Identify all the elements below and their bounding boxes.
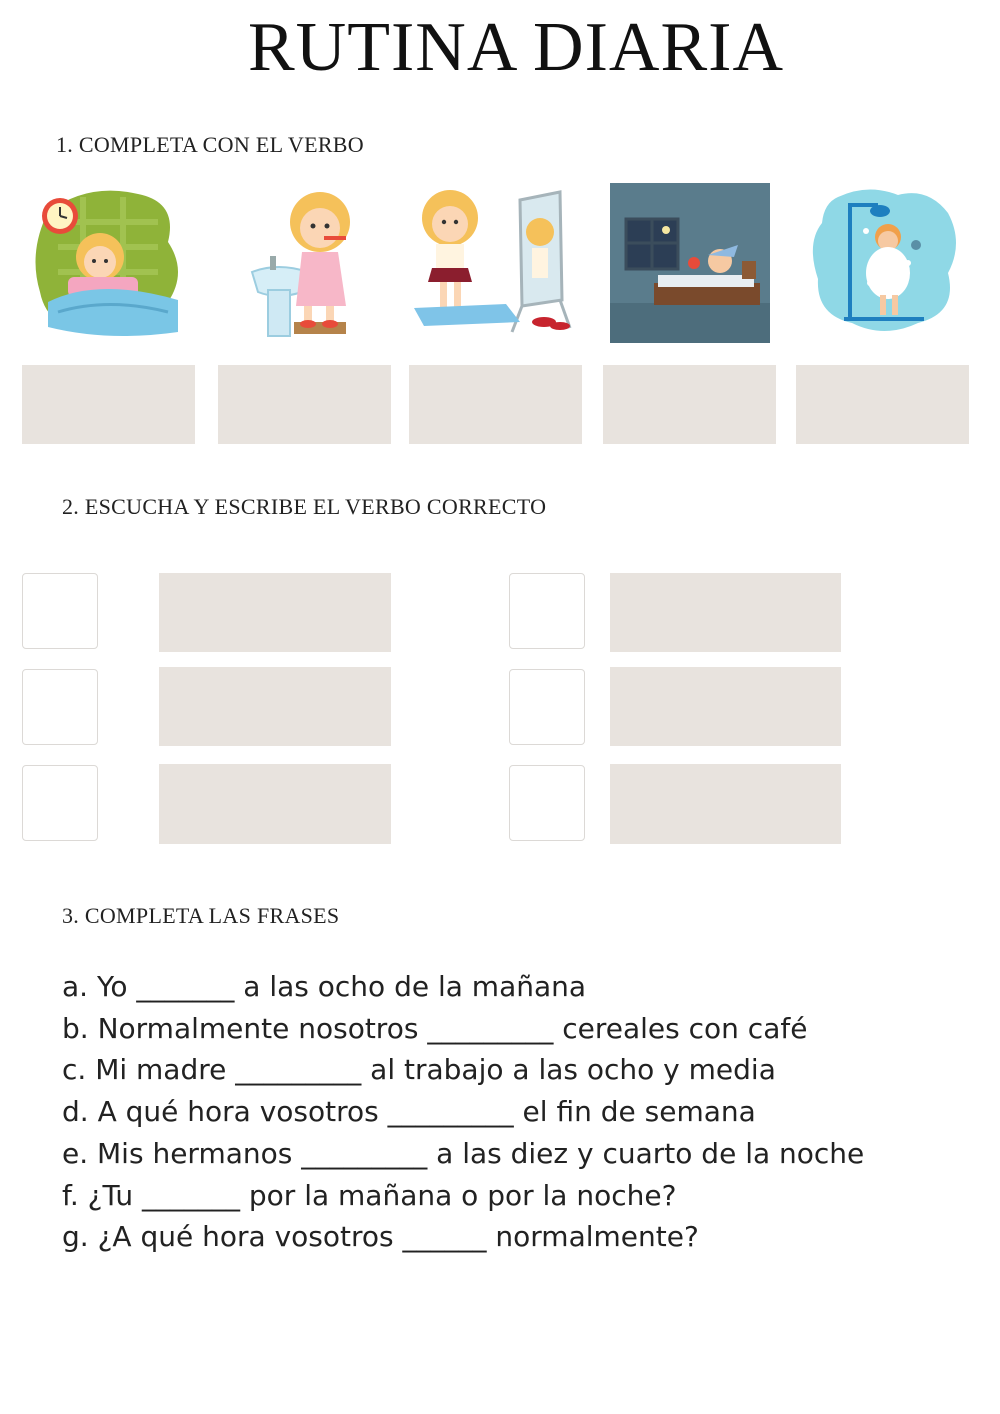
waking-up-girl-illustration xyxy=(28,182,192,344)
number-box-6[interactable] xyxy=(509,765,585,841)
sentence-g: g. ¿A qué hora vosotros ______ normalmente? xyxy=(62,1220,699,1254)
page-title: RUTINA DIARIA xyxy=(247,9,785,86)
answer-box-4[interactable] xyxy=(603,365,776,444)
sentence-d: d. A qué hora vosotros _________ el fin de semana xyxy=(62,1095,756,1129)
number-box-4[interactable] xyxy=(509,669,585,745)
number-box-1[interactable] xyxy=(22,573,98,649)
verb-box-5[interactable] xyxy=(159,764,391,844)
sentence-f: f. ¿Tu _______ por la mañana o por la noche? xyxy=(62,1178,677,1212)
verb-box-1[interactable] xyxy=(159,573,391,652)
answer-box-1[interactable] xyxy=(22,365,195,444)
verb-box-4[interactable] xyxy=(610,667,841,746)
getting-dressed-girl-illustration xyxy=(410,182,574,344)
showering-boy-illustration xyxy=(808,183,960,335)
verb-box-3[interactable] xyxy=(159,667,391,746)
going-to-bed-boy-illustration xyxy=(610,183,770,343)
brushing-teeth-girl-illustration xyxy=(238,182,402,344)
sentence-a: a. Yo _______ a las ocho de la mañana xyxy=(62,970,587,1003)
verb-box-6[interactable] xyxy=(610,764,841,844)
section-2-heading: 2. ESCUCHA Y ESCRIBE EL VERBO CORRECTO xyxy=(62,494,547,519)
answer-box-3[interactable] xyxy=(409,365,582,444)
sentence-list xyxy=(62,966,864,1258)
sentence-c: c. Mi madre _________ al trabajo a las ocho y media xyxy=(62,1053,776,1087)
section-1-heading: 1. COMPLETA CON EL VERBO xyxy=(56,132,364,157)
answer-box-5[interactable] xyxy=(796,365,969,444)
verb-box-2[interactable] xyxy=(610,573,841,652)
number-box-3[interactable] xyxy=(22,669,98,745)
sentence-b: b. Normalmente nosotros _________ cereales con café xyxy=(62,1011,808,1045)
number-box-2[interactable] xyxy=(509,573,585,649)
number-box-5[interactable] xyxy=(22,765,98,841)
answer-box-2[interactable] xyxy=(218,365,391,444)
section-3-heading: 3. COMPLETA LAS FRASES xyxy=(62,903,340,928)
sentence-e: e. Mis hermanos _________ a las diez y cuarto de la noche xyxy=(62,1136,865,1170)
